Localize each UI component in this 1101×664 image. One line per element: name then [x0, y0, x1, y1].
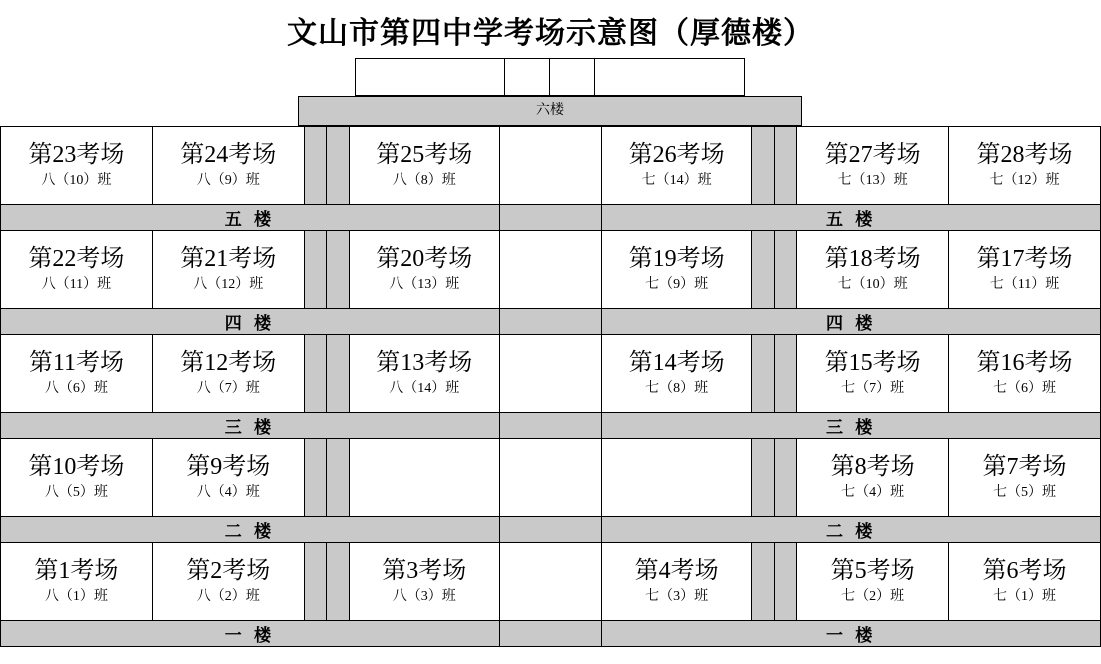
corridor-center-1	[499, 543, 602, 621]
exam-room-23[interactable]	[1, 127, 153, 205]
room-class: 八（13）班	[389, 276, 460, 292]
room-class: 八（4）班	[196, 484, 260, 500]
room-class: 七（2）班	[841, 588, 905, 604]
table-row	[1, 127, 1101, 205]
exam-room-13[interactable]	[349, 335, 499, 413]
room-name: 第11考场	[28, 349, 124, 376]
room-class: 八（11）班	[41, 276, 112, 292]
corridor-center-3	[499, 335, 602, 413]
stairwell-right-b	[774, 439, 797, 517]
room-name: 第13考场	[376, 349, 473, 376]
unused-room-left-2	[349, 439, 499, 517]
exam-room-21[interactable]	[152, 231, 304, 309]
floor4-label-left: 四 楼	[1, 309, 500, 335]
room-class: 七（7）班	[841, 380, 905, 396]
room-name: 第24考场	[180, 141, 277, 168]
room-class: 七（11）班	[989, 276, 1060, 292]
room-name: 第26考场	[628, 141, 725, 168]
table-row	[1, 231, 1101, 309]
stairwell-left-b	[327, 127, 350, 205]
stairwell-left-b	[327, 439, 350, 517]
exam-room-25[interactable]	[349, 127, 499, 205]
stairwell-right-b	[774, 335, 797, 413]
room-name: 第16考场	[976, 349, 1073, 376]
room-name: 第15考场	[824, 349, 921, 376]
room-name: 第6考场	[982, 557, 1067, 584]
room-class: 八（2）班	[196, 588, 260, 604]
stairwell-right-a	[752, 335, 775, 413]
exam-room-22[interactable]	[1, 231, 153, 309]
stairwell-left-a	[304, 127, 327, 205]
floor3-label-right: 三 楼	[602, 413, 1101, 439]
floor2-label-gap	[499, 517, 602, 543]
room-class: 七（3）班	[645, 588, 709, 604]
table-row	[1, 517, 1101, 543]
room-name: 第20考场	[376, 245, 473, 272]
room-class: 八（8）班	[392, 172, 456, 188]
stairwell-left-b	[327, 231, 350, 309]
exam-room-1[interactable]	[1, 543, 153, 621]
stairwell-right-b	[774, 127, 797, 205]
stairwell-right-a	[752, 127, 775, 205]
room-class: 八（10）班	[41, 172, 112, 188]
exam-room-14[interactable]	[602, 335, 752, 413]
room-class: 八（5）班	[44, 484, 108, 500]
roof-segment-4	[595, 59, 744, 95]
room-name: 第27考场	[824, 141, 921, 168]
exam-room-28[interactable]	[949, 127, 1101, 205]
table-row	[1, 439, 1101, 517]
floor6-label: 六楼	[298, 96, 802, 126]
table-row	[1, 205, 1101, 231]
room-class: 七（14）班	[641, 172, 712, 188]
exam-room-4[interactable]	[602, 543, 752, 621]
floor1-label-right: 一 楼	[602, 621, 1101, 647]
table-row	[1, 309, 1101, 335]
exam-room-2[interactable]	[152, 543, 304, 621]
exam-room-12[interactable]	[152, 335, 304, 413]
room-name: 第5考场	[830, 557, 915, 584]
room-class: 七（13）班	[837, 172, 908, 188]
room-name: 第10考场	[28, 453, 125, 480]
floor4-label-right: 四 楼	[602, 309, 1101, 335]
stairwell-left-b	[327, 543, 350, 621]
exam-room-19[interactable]	[602, 231, 752, 309]
page-title: 文山市第四中学考场示意图（厚德楼）	[287, 17, 814, 50]
room-class: 八（7）班	[196, 380, 260, 396]
exam-room-10[interactable]	[1, 439, 153, 517]
room-class: 八（9）班	[196, 172, 260, 188]
room-name: 第17考场	[976, 245, 1073, 272]
roof-segment-1	[356, 59, 505, 95]
room-name: 第3考场	[382, 557, 467, 584]
room-name: 第19考场	[628, 245, 725, 272]
exam-room-3[interactable]	[349, 543, 499, 621]
room-class: 八（14）班	[389, 380, 460, 396]
room-class: 七（4）班	[841, 484, 905, 500]
corridor-center-4	[499, 231, 602, 309]
room-name: 第25考场	[376, 141, 473, 168]
exam-room-26[interactable]	[602, 127, 752, 205]
room-class: 七（5）班	[993, 484, 1057, 500]
exam-room-27[interactable]	[797, 127, 949, 205]
roof-segment-3	[550, 59, 595, 95]
room-class: 七（8）班	[645, 380, 709, 396]
stairwell-left-a	[304, 231, 327, 309]
stairwell-left-a	[304, 335, 327, 413]
exam-room-8[interactable]	[797, 439, 949, 517]
room-name: 第12考场	[180, 349, 277, 376]
floor2-label-left: 二 楼	[1, 517, 500, 543]
exam-room-17[interactable]	[949, 231, 1101, 309]
room-class: 八（3）班	[392, 588, 456, 604]
floor5-label-left: 五 楼	[1, 205, 500, 231]
unused-room-right-2	[602, 439, 752, 517]
room-name: 第22考场	[28, 245, 125, 272]
floor2-label-right: 二 楼	[602, 517, 1101, 543]
exam-room-16[interactable]	[949, 335, 1101, 413]
stairwell-right-a	[752, 231, 775, 309]
room-name: 第23考场	[28, 141, 125, 168]
floorplan-table	[0, 126, 1101, 647]
floor5-label-right: 五 楼	[602, 205, 1101, 231]
room-name: 第14考场	[628, 349, 725, 376]
room-class: 八（1）班	[44, 588, 108, 604]
room-name: 第7考场	[982, 453, 1067, 480]
exam-room-24[interactable]	[152, 127, 304, 205]
exam-room-7[interactable]	[949, 439, 1101, 517]
table-row	[1, 621, 1101, 647]
room-name: 第4考场	[634, 557, 719, 584]
exam-room-6[interactable]	[949, 543, 1101, 621]
table-row	[1, 413, 1101, 439]
stairwell-right-b	[774, 543, 797, 621]
table-row	[1, 335, 1101, 413]
roof-structure	[0, 58, 1101, 96]
room-class: 七（1）班	[993, 588, 1057, 604]
floor4-label-gap	[499, 309, 602, 335]
floor1-label-left: 一 楼	[1, 621, 500, 647]
room-class: 七（10）班	[837, 276, 908, 292]
floor3-label-gap	[499, 413, 602, 439]
room-name: 第2考场	[186, 557, 271, 584]
room-name: 第28考场	[976, 141, 1073, 168]
room-class: 七（12）班	[989, 172, 1060, 188]
room-name: 第21考场	[180, 245, 277, 272]
roof-block	[355, 58, 745, 96]
stairwell-left-b	[327, 335, 350, 413]
room-class: 八（12）班	[193, 276, 264, 292]
room-name: 第18考场	[824, 245, 921, 272]
corridor-center-2	[499, 439, 602, 517]
room-class: 七（9）班	[645, 276, 709, 292]
corridor-center-5	[499, 127, 602, 205]
floor3-label-left: 三 楼	[1, 413, 500, 439]
room-class: 七（6）班	[993, 380, 1057, 396]
exam-room-15[interactable]	[797, 335, 949, 413]
exam-room-5[interactable]	[797, 543, 949, 621]
exam-room-20[interactable]	[349, 231, 499, 309]
stairwell-left-a	[304, 439, 327, 517]
floor5-label-gap	[499, 205, 602, 231]
exam-room-18[interactable]	[797, 231, 949, 309]
floor6-band	[0, 96, 1101, 126]
room-class: 八（6）班	[44, 380, 108, 396]
room-name: 第9考场	[186, 453, 271, 480]
exam-room-9[interactable]	[152, 439, 304, 517]
exam-room-11[interactable]	[1, 335, 153, 413]
floor1-label-gap	[499, 621, 602, 647]
stairwell-right-a	[752, 439, 775, 517]
roof-segment-2	[505, 59, 550, 95]
table-row	[1, 543, 1101, 621]
stairwell-left-a	[304, 543, 327, 621]
room-name: 第1考场	[34, 557, 119, 584]
stairwell-right-a	[752, 543, 775, 621]
stairwell-right-b	[774, 231, 797, 309]
room-name: 第8考场	[830, 453, 915, 480]
